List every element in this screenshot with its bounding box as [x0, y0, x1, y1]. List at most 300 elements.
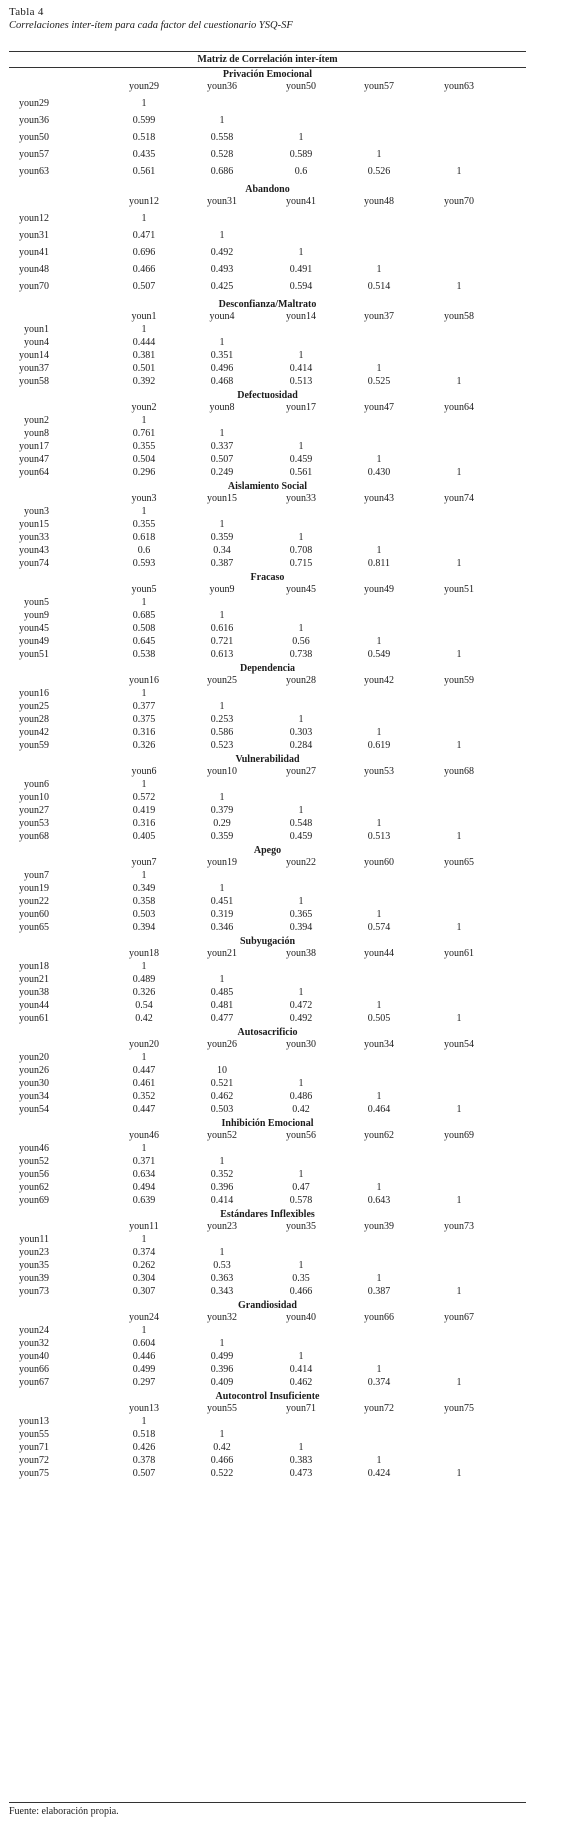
table-cell: 0.505 [367, 1013, 391, 1024]
table-cell: 1 [219, 428, 225, 439]
table-row [9, 467, 526, 480]
factor-title: Grandiosidad [238, 1300, 297, 1311]
row-label: youn53 [19, 818, 49, 829]
column-header-row [9, 1312, 526, 1325]
table-cell: 1 [456, 281, 462, 292]
table-cell: 0.574 [367, 922, 391, 933]
row-label: youn61 [19, 1013, 49, 1024]
row-label: youn45 [19, 623, 49, 634]
row-label: youn73 [19, 1286, 49, 1297]
table-cell: 0.578 [289, 1195, 313, 1206]
table-cell: 0.466 [289, 1286, 313, 1297]
row-label: youn44 [19, 1000, 49, 1011]
table-cell: 0.538 [132, 649, 156, 660]
column-header: youn62 [364, 1130, 394, 1141]
row-label: youn2 [24, 415, 49, 426]
table-cell: 1 [376, 909, 382, 920]
table-cell: 0.359 [210, 532, 234, 543]
column-header-row [9, 584, 526, 597]
table-row [9, 909, 526, 922]
table-cell: 0.363 [210, 1273, 234, 1284]
factor-section [9, 571, 526, 662]
column-header: youn8 [209, 402, 235, 413]
row-label: youn36 [19, 115, 49, 126]
row-label: youn50 [19, 132, 49, 143]
table-cell: 0.53 [213, 1260, 231, 1271]
table-cell: 0.352 [210, 1169, 234, 1180]
table-cell: 0.738 [289, 649, 313, 660]
column-header: youn68 [444, 766, 474, 777]
table-cell: 1 [219, 337, 225, 348]
factor-section [9, 1299, 526, 1390]
table-caption: Correlaciones inter-ítem para cada factor del cuestionario YSQ-SF [9, 20, 293, 31]
table-row [9, 1234, 526, 1247]
table-cell: 0.639 [132, 1195, 156, 1206]
column-header-row [9, 1130, 526, 1143]
table-cell: 0.499 [132, 1364, 156, 1375]
column-header: youn33 [286, 493, 316, 504]
table-cell: 0.618 [132, 532, 156, 543]
table-cell: 0.466 [210, 1455, 234, 1466]
table-cell: 1 [298, 1078, 304, 1089]
table-row [9, 1442, 526, 1455]
column-header: youn12 [129, 196, 159, 207]
table-cell: 0.462 [289, 1377, 313, 1388]
row-label: youn33 [19, 532, 49, 543]
table-cell: 1 [298, 623, 304, 634]
table-cell: 0.409 [210, 1377, 234, 1388]
table-row [9, 1195, 526, 1208]
factor-list [9, 68, 526, 1481]
table-cell: 1 [456, 166, 462, 177]
factor-title: Autosacrificio [237, 1027, 298, 1038]
table-cell: 0.491 [289, 264, 313, 275]
table-row [9, 1104, 526, 1117]
table-cell: 0.521 [210, 1078, 234, 1089]
column-header: youn28 [286, 675, 316, 686]
table-row [9, 324, 526, 337]
table-row [9, 805, 526, 818]
column-header: youn73 [444, 1221, 474, 1232]
row-label: youn25 [19, 701, 49, 712]
table-cell: 1 [141, 597, 147, 608]
table-row [9, 545, 526, 558]
table-cell: 0.634 [132, 1169, 156, 1180]
document [9, 6, 526, 1481]
table-cell: 1 [298, 350, 304, 361]
row-label: youn46 [19, 1143, 49, 1154]
row-label: youn72 [19, 1455, 49, 1466]
table-cell: 0.619 [367, 740, 391, 751]
row-label: youn48 [19, 264, 49, 275]
table-cell: 0.761 [132, 428, 156, 439]
table-cell: 1 [298, 132, 304, 143]
table-cell: 0.379 [210, 805, 234, 816]
column-header: youn37 [364, 311, 394, 322]
table-cell: 1 [456, 1195, 462, 1206]
table-cell: 0.589 [289, 149, 313, 160]
table-row [9, 883, 526, 896]
table-cell: 1 [376, 727, 382, 738]
table-cell: 0.489 [132, 974, 156, 985]
table-cell: 0.381 [132, 350, 156, 361]
table-cell: 0.394 [289, 922, 313, 933]
table-cell: 1 [298, 532, 304, 543]
factor-section [9, 1026, 526, 1117]
factor-section [9, 1390, 526, 1481]
column-header: youn75 [444, 1403, 474, 1414]
table-bottom-rule [9, 1802, 526, 1803]
row-label: youn63 [19, 166, 49, 177]
table-row [9, 363, 526, 376]
table-cell: 0.42 [135, 1013, 153, 1024]
table-cell: 0.507 [210, 454, 234, 465]
table-cell: 0.686 [210, 166, 234, 177]
column-header: youn45 [286, 584, 316, 595]
table-cell: 0.54 [135, 1000, 153, 1011]
table-cell: 0.477 [210, 1013, 234, 1024]
table-row [9, 1351, 526, 1364]
column-header-row [9, 196, 526, 213]
table-row [9, 264, 526, 281]
column-header: youn74 [444, 493, 474, 504]
table-cell: 0.56 [292, 636, 310, 647]
row-label: youn68 [19, 831, 49, 842]
table-cell: 0.419 [132, 805, 156, 816]
table-row [9, 441, 526, 454]
column-header: youn42 [364, 675, 394, 686]
table-row [9, 519, 526, 532]
table-cell: 1 [376, 1000, 382, 1011]
row-label: youn4 [24, 337, 49, 348]
row-label: youn59 [19, 740, 49, 751]
table-row [9, 1091, 526, 1104]
table-cell: 0.42 [213, 1442, 231, 1453]
factor-title: Desconfianza/Maltrato [218, 299, 317, 310]
column-header: youn30 [286, 1039, 316, 1050]
row-label: youn18 [19, 961, 49, 972]
table-cell: 0.284 [289, 740, 313, 751]
table-cell: 0.501 [132, 363, 156, 374]
table-cell: 0.685 [132, 610, 156, 621]
table-cell: 0.462 [210, 1091, 234, 1102]
table-row [9, 558, 526, 571]
table-cell: 1 [456, 376, 462, 387]
table-cell: 0.499 [210, 1351, 234, 1362]
table-cell: 0.346 [210, 922, 234, 933]
row-label: youn8 [24, 428, 49, 439]
table-cell: 10 [217, 1065, 227, 1076]
table-cell: 0.430 [367, 467, 391, 478]
table-cell: 0.558 [210, 132, 234, 143]
column-header-row [9, 402, 526, 415]
table-cell: 0.461 [132, 1078, 156, 1089]
row-label: youn49 [19, 636, 49, 647]
column-header: youn1 [131, 311, 157, 322]
table-cell: 0.303 [289, 727, 313, 738]
table-cell: 1 [456, 558, 462, 569]
table-cell: 0.414 [289, 1364, 313, 1375]
table-cell: 1 [376, 1091, 382, 1102]
row-label: youn34 [19, 1091, 49, 1102]
table-row [9, 636, 526, 649]
factor-section [9, 480, 526, 571]
factor-section [9, 389, 526, 480]
table-cell: 0.468 [210, 376, 234, 387]
table-row [9, 1338, 526, 1351]
table-row [9, 688, 526, 701]
row-label: youn52 [19, 1156, 49, 1167]
table-cell: 0.572 [132, 792, 156, 803]
column-header: youn65 [444, 857, 474, 868]
table-row [9, 1468, 526, 1481]
row-label: youn43 [19, 545, 49, 556]
table-cell: 0.29 [213, 818, 231, 829]
table-cell: 0.594 [289, 281, 313, 292]
table-row [9, 1325, 526, 1338]
table-row [9, 896, 526, 909]
table-cell: 0.355 [132, 441, 156, 452]
column-header: youn7 [131, 857, 157, 868]
table-cell: 0.349 [132, 883, 156, 894]
row-label: youn7 [24, 870, 49, 881]
table-cell: 0.307 [132, 1286, 156, 1297]
column-header: youn36 [207, 81, 237, 92]
table-cell: 0.444 [132, 337, 156, 348]
table-cell: 0.518 [132, 132, 156, 143]
table-cell: 1 [456, 649, 462, 660]
table-cell: 0.359 [210, 831, 234, 842]
table-cell: 0.561 [132, 166, 156, 177]
row-label: youn42 [19, 727, 49, 738]
table-row [9, 818, 526, 831]
row-label: youn62 [19, 1182, 49, 1193]
table-cell: 0.522 [210, 1468, 234, 1479]
column-header: youn23 [207, 1221, 237, 1232]
table-row [9, 1286, 526, 1299]
table-cell: 1 [141, 1234, 147, 1245]
table-row [9, 281, 526, 298]
table-cell: 1 [456, 740, 462, 751]
row-label: youn30 [19, 1078, 49, 1089]
table-cell: 0.481 [210, 1000, 234, 1011]
table-row [9, 961, 526, 974]
table-row [9, 115, 526, 132]
table-cell: 0.513 [367, 831, 391, 842]
table-cell: 0.504 [132, 454, 156, 465]
table-cell: 0.459 [289, 831, 313, 842]
table-cell: 0.6 [294, 166, 308, 177]
table-cell: 0.297 [132, 1377, 156, 1388]
table-row [9, 247, 526, 264]
table-cell: 0.492 [289, 1013, 313, 1024]
table-row [9, 506, 526, 519]
table-cell: 0.414 [289, 363, 313, 374]
row-label: youn20 [19, 1052, 49, 1063]
row-label: youn32 [19, 1338, 49, 1349]
factor-title: Autocontrol Insuficiente [215, 1391, 320, 1402]
row-label: youn16 [19, 688, 49, 699]
row-label: youn28 [19, 714, 49, 725]
table-row [9, 350, 526, 363]
column-header: youn55 [207, 1403, 237, 1414]
column-header: youn26 [207, 1039, 237, 1050]
table-cell: 1 [219, 610, 225, 621]
table-cell: 1 [376, 636, 382, 647]
column-header-row [9, 1039, 526, 1052]
column-header: youn44 [364, 948, 394, 959]
column-header: youn56 [286, 1130, 316, 1141]
table-cell: 1 [141, 1325, 147, 1336]
table-cell: 0.377 [132, 701, 156, 712]
table-cell: 1 [376, 363, 382, 374]
column-header-row [9, 493, 526, 506]
table-cell: 1 [219, 230, 225, 241]
row-label: youn19 [19, 883, 49, 894]
table-row [9, 1065, 526, 1078]
table-row [9, 1000, 526, 1013]
table-row [9, 974, 526, 987]
column-header: youn43 [364, 493, 394, 504]
row-label: youn27 [19, 805, 49, 816]
table-cell: 0.371 [132, 1156, 156, 1167]
column-header: youn64 [444, 402, 474, 413]
column-header: youn24 [129, 1312, 159, 1323]
table-cell: 0.599 [132, 115, 156, 126]
table-cell: 0.643 [367, 1195, 391, 1206]
table-cell: 1 [219, 792, 225, 803]
table-cell: 1 [298, 987, 304, 998]
column-header: youn63 [444, 81, 474, 92]
table-row [9, 132, 526, 149]
table-row [9, 597, 526, 610]
table-label: Tabla 4 [9, 6, 44, 18]
table-row [9, 1143, 526, 1156]
table-cell: 0.561 [289, 467, 313, 478]
column-header: youn51 [444, 584, 474, 595]
table-cell: 1 [298, 1169, 304, 1180]
column-header-row [9, 1221, 526, 1234]
row-label: youn41 [19, 247, 49, 258]
table-cell: 0.343 [210, 1286, 234, 1297]
row-label: youn31 [19, 230, 49, 241]
table-cell: 0.352 [132, 1091, 156, 1102]
column-header: youn41 [286, 196, 316, 207]
row-label: youn55 [19, 1429, 49, 1440]
table-cell: 0.414 [210, 1195, 234, 1206]
table-cell: 1 [141, 870, 147, 881]
row-label: youn12 [19, 213, 49, 224]
table-cell: 1 [456, 831, 462, 842]
factor-section [9, 68, 526, 183]
table-cell: 0.811 [367, 558, 391, 569]
table-row [9, 149, 526, 166]
row-label: youn26 [19, 1065, 49, 1076]
table-row [9, 1377, 526, 1390]
row-label: youn29 [19, 98, 49, 109]
table-cell: 1 [376, 264, 382, 275]
table-cell: 1 [456, 1013, 462, 1024]
table-row [9, 727, 526, 740]
row-label: youn66 [19, 1364, 49, 1375]
table-cell: 0.494 [132, 1182, 156, 1193]
row-label: youn21 [19, 974, 49, 985]
row-label: youn14 [19, 350, 49, 361]
column-header: youn46 [129, 1130, 159, 1141]
table-cell: 0.387 [367, 1286, 391, 1297]
column-header: youn35 [286, 1221, 316, 1232]
table-cell: 1 [376, 1455, 382, 1466]
table-cell: 1 [456, 467, 462, 478]
table-cell: 0.383 [289, 1455, 313, 1466]
table-footer: Fuente: elaboración propia. [9, 1806, 119, 1817]
table-row [9, 1052, 526, 1065]
table-cell: 0.424 [367, 1468, 391, 1479]
column-header: youn15 [207, 493, 237, 504]
table-row [9, 1429, 526, 1442]
table-cell: 0.503 [132, 909, 156, 920]
table-cell: 0.262 [132, 1260, 156, 1271]
row-label: youn56 [19, 1169, 49, 1180]
factor-title: Subyugación [239, 936, 296, 947]
table-cell: 0.326 [132, 987, 156, 998]
table-cell: 0.34 [213, 545, 231, 556]
table-cell: 1 [298, 1442, 304, 1453]
table-cell: 1 [219, 701, 225, 712]
table-cell: 1 [219, 1156, 225, 1167]
table-cell: 1 [456, 922, 462, 933]
table-cell: 1 [141, 98, 147, 109]
table-cell: 1 [219, 115, 225, 126]
table-cell: 1 [219, 1338, 225, 1349]
table-row [9, 532, 526, 545]
table-cell: 0.447 [132, 1104, 156, 1115]
factor-section [9, 844, 526, 935]
row-label: youn13 [19, 1416, 49, 1427]
row-label: youn69 [19, 1195, 49, 1206]
table-cell: 0.696 [132, 247, 156, 258]
column-header: youn61 [444, 948, 474, 959]
column-header: youn9 [209, 584, 235, 595]
column-header: youn72 [364, 1403, 394, 1414]
table-cell: 1 [219, 883, 225, 894]
table-row [9, 870, 526, 883]
factor-title: Dependencia [240, 663, 295, 674]
table-cell: 1 [141, 415, 147, 426]
factor-section [9, 1208, 526, 1299]
column-header-row [9, 857, 526, 870]
table-cell: 1 [298, 1260, 304, 1271]
table-row [9, 428, 526, 441]
table-row [9, 166, 526, 183]
table-cell: 1 [298, 247, 304, 258]
table-cell: 0.355 [132, 519, 156, 530]
table-cell: 0.493 [210, 264, 234, 275]
table-cell: 0.316 [132, 727, 156, 738]
table-cell: 1 [376, 149, 382, 160]
table-cell: 0.613 [210, 649, 234, 660]
table-cell: 0.464 [367, 1104, 391, 1115]
factor-title: Defectuosidad [237, 390, 298, 401]
table-cell: 0.508 [132, 623, 156, 634]
row-label: youn6 [24, 779, 49, 790]
table-row [9, 831, 526, 844]
table-cell: 0.435 [132, 149, 156, 160]
table-cell: 0.513 [289, 376, 313, 387]
table-cell: 0.392 [132, 376, 156, 387]
row-label: youn60 [19, 909, 49, 920]
table-row [9, 230, 526, 247]
